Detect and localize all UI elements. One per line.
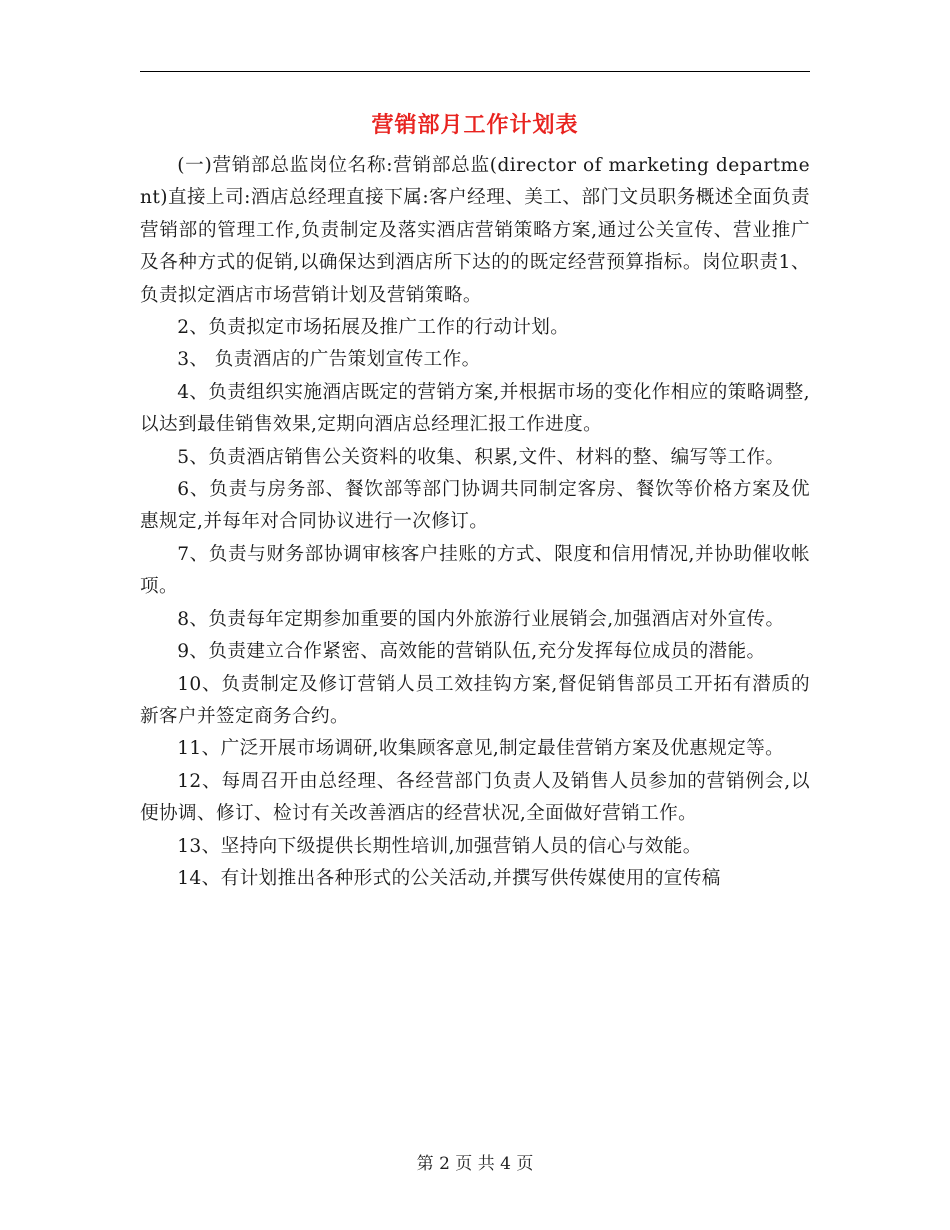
paragraph-duty-2: 2、负责拟定市场拓展及推广工作的行动计划。 xyxy=(177,317,570,339)
paragraph-duty-9: 9、负责建立合作紧密、高效能的营销队伍,充分发挥每位成员的潜能。 xyxy=(177,641,766,663)
paragraph-duty-4: 4、负责组织实施酒店既定的营销方案,并根据市场的变化作相应的策略调整,以达到最佳销售效果,定期向酒店总经理汇报工作进度。 xyxy=(140,381,810,436)
paragraph-duty-3: 3、 负责酒店的广告策划宣传工作。 xyxy=(177,349,481,371)
paragraph-duty-14: 14、有计划推出各种形式的公关活动,并撰写供传媒使用的宣传稿 xyxy=(177,867,721,889)
paragraph-duty-6: 6、负责与房务部、餐饮部等部门协调共同制定客房、餐饮等价格方案及优惠规定,并每年对合同协议进行一次修订。 xyxy=(140,479,810,533)
paragraph-duty-11: 11、广泛开展市场调研,收集顾客意见,制定最佳营销方案及优惠规定等。 xyxy=(177,738,785,760)
paragraph-duty-10: 10、负责制定及修订营销人员工效挂钩方案,督促销售部员工开拓有潜质的新客户并签定商务合约。 xyxy=(140,673,810,727)
paragraph-position-overview: (一)营销部总监岗位名称:营销部总监(director of marketing department)直接上司:酒店总经理直接下属:客户经理、美工、部门文员职务概述全面负责营销部的管理工作,负责制定及落实酒店营销策略方案,通过公关宣传、营业推广及各种方式的促销,以确保达到酒店所下达的的既定经营预算指标。岗位职责1、负责拟定酒店市场营销计划及营销策略。 xyxy=(140,155,810,306)
paragraph-duty-13: 13、坚持向下级提供长期性培训,加强营销人员的信心与效能。 xyxy=(177,835,702,857)
document-title: 营销部月工作计划表 xyxy=(371,112,579,138)
document-body xyxy=(140,150,810,895)
paragraph-duty-12: 12、每周召开由总经理、各经营部门负责人及销售人员参加的营销例会,以便协调、修订、检讨有关改善酒店的经营状况,全面做好营销工作。 xyxy=(140,770,810,825)
page-number: 第 2 页 共 4 页 xyxy=(416,1154,534,1174)
paragraph-duty-8: 8、负责每年定期参加重要的国内外旅游行业展销会,加强酒店对外宣传。 xyxy=(177,608,785,630)
paragraph-duty-7: 7、负责与财务部协调审核客户挂账的方式、限度和信用情况,并协助催收帐项。 xyxy=(140,543,810,598)
header-rule xyxy=(140,71,810,72)
paragraph-duty-5: 5、负责酒店销售公关资料的收集、积累,文件、材料的整、编写等工作。 xyxy=(177,446,785,468)
